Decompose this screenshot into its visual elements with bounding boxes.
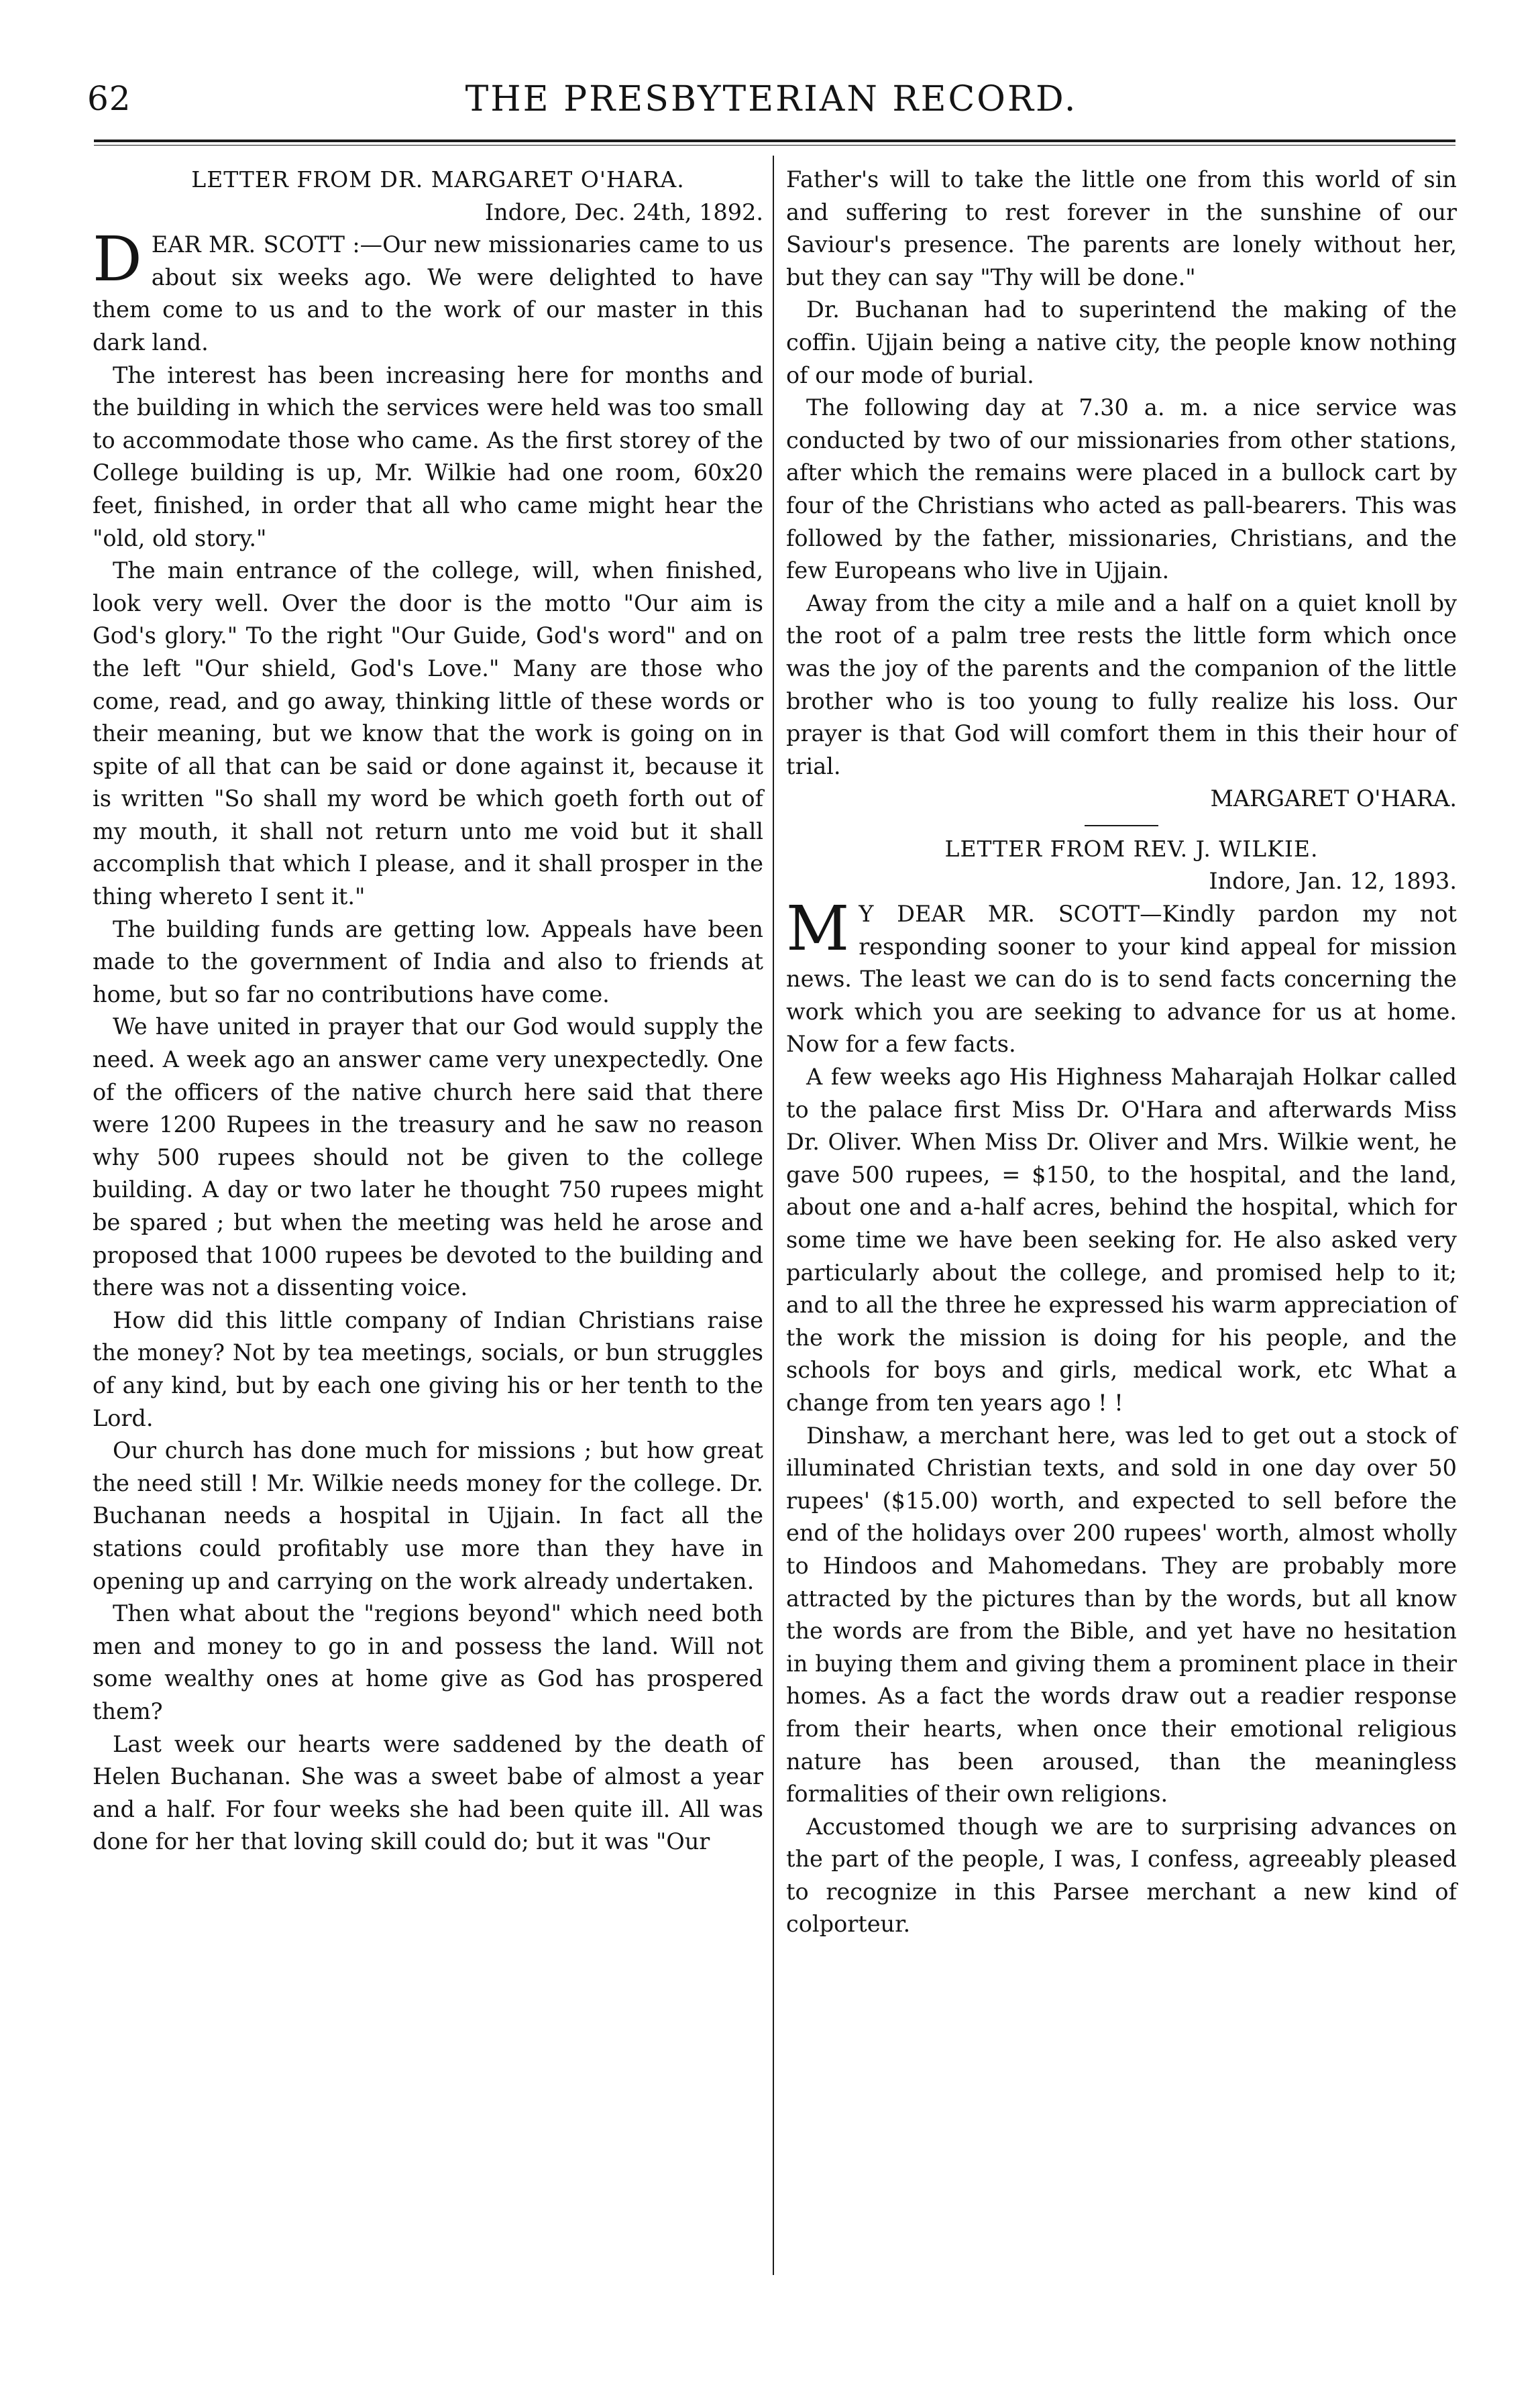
right-column [786, 164, 1457, 2256]
salutation-paragraph-ohara [93, 223, 764, 359]
paragraph: A few weeks ago His Highness Maharajah Holkar called to the palace first Miss Dr. O'Hara and afterwards Miss Dr. Oliver. When Miss Dr. Oliver and Mrs. Wilkie went, he gave 500 rupees, = $150, to the hospital, and the land, about one and a-half acres, behind the hospital, which for some time we have been seeking for. He also asked very particularly about the college, and promised help to it; and to all the three he expressed his warm appreciation of the work the mission is doing for his people, and the schools for boys and girls, medical work, etc What a change from ten years ago ! ! [786, 1064, 1457, 1416]
journal-title: THE PRESBYTERIAN RECORD. [465, 79, 1078, 119]
paragraph: We have united in prayer that our God would supply the need. A week ago an answer came very unexpectedly. One of the officers of the native church here said that there were 1200 Rupees in the treasury and he saw no reason why 500 rupees should not be given to the college building. A day or two later he thought 750 rupees might be spared ; but when the meeting was held he arose and proposed that 1000 rupees be devoted to the building and there was not a dissenting voice. [93, 1013, 763, 1301]
page-number: 62 [87, 79, 131, 118]
salutation-text: —Kindly pardon my not responding sooner to your kind appeal for mission news. The least we can do is to send facts concerning the work which you are seeking to advance for us at home. Now for a few facts. [786, 901, 1457, 1058]
salutation-text: :—Our new missionaries came to us about six weeks ago. We were delighted to have them come to us and to the work of our master in this dark land. [93, 231, 764, 355]
drop-cap-m: M [786, 893, 850, 965]
drop-cap-d: D [93, 223, 142, 296]
paragraph: Our church has done much for missions ; but how great the need still ! Mr. Wilkie needs money for the college. Dr. Buchanan needs a hospital in Ujjain. In fact all the stations could profitably use more than they have in opening up and carrying on the work already undertaken. [93, 1437, 763, 1594]
signature-ohara: MARGARET O'HARA. [1210, 785, 1457, 812]
paragraph: Dr. Buchanan had to superintend the making of the coffin. Ujjain being a native city, the people know nothing of our mode of burial. [786, 296, 1457, 388]
paragraph: Accustomed though we are to surprising advances on the part of the people, I was, I confess, agreeably pleased to recognize in this Parsee merchant a new kind of colporteur. [786, 1813, 1457, 1938]
article-heading-wilkie: LETTER FROM REV. J. WILKIE. [944, 835, 1319, 862]
paragraph: Last week our hearts were saddened by the death of Helen Buchanan. She was a sweet babe of almost a year and a half. For four weeks she had been quite ill. All was done for her that loving skill could do; but it was "Our [93, 1730, 763, 1855]
article-heading-ohara: LETTER FROM DR. MARGARET O'HARA. [191, 166, 685, 192]
continuation-paragraph: Father's will to take the little one from this world of sin and suffering to rest forever in the sunshine of our Saviour's presence. The parents are lonely without her, but they can say "Thy will be done." [786, 166, 1457, 290]
salutation-name: EAR MR. SCOTT [151, 231, 345, 258]
column-divider [773, 156, 774, 2275]
dateline-ohara: Indore, Dec. 24th, 1892. [484, 199, 763, 225]
left-column [93, 164, 763, 2256]
paragraph: The interest has been increasing here for months and the building in which the services were held was too small to accommodate those who came. As the first storey of the College building is up, Mr. Wilkie had one room, 60x20 feet, finished, in order that all who came might hear the "old, old story." [93, 362, 763, 551]
paragraph: Away from the city a mile and a half on a quiet knoll by the root of a palm tree rests the little form which once was the joy of the parents and the companion of the little brother who is too young to fully realize his loss. Our prayer is that God will comfort them in this their hour of trial. [786, 590, 1457, 779]
paragraph: The building funds are getting low. Appeals have been made to the government of India and also to friends at home, but so far no contributions have come. [93, 916, 763, 1007]
paragraph: Then what about the "regions beyond" which need both men and money to go in and possess the land. Will not some wealthy ones at home give as God has prospered them? [93, 1600, 763, 1724]
header-rule-thin [94, 145, 1455, 146]
dateline-wilkie: Indore, Jan. 12, 1893. [1209, 868, 1457, 895]
section-rule [1085, 825, 1158, 826]
salutation-name: Y DEAR MR. SCOTT [859, 901, 1140, 928]
paragraph: How did this little company of Indian Christians raise the money? Not by tea meetings, socials, or bun struggles of any kind, but by each one giving his or her tenth to the Lord. [93, 1307, 763, 1431]
paragraph: The following day at 7.30 a. m. a nice service was conducted by two of our missionaries from other stations, after which the remains were placed in a bullock cart by four of the Christians who acted as pall-bearers. This was followed by the father, missionaries, Christians, and the few Europeans who live in Ujjain. [786, 394, 1457, 584]
page-header [87, 79, 1455, 133]
salutation-paragraph-wilkie [786, 893, 1457, 1061]
paragraph: Dinshaw, a merchant here, was led to get out a stock of illuminated Christian texts, and sold in one day over 50 rupees' ($15.00) worth, and expected to sell before the end of the holidays over 200 rupees' worth, almost wholly to Hindoos and Mahomedans. They are probably more attracted by the pictures than by the words, but all know the words are from the Bible, and yet have no hesitation in buying them and giving them a prominent place in their homes. As a fact the words draw out a readier response from their hearts, when once their emotional religious nature has been aroused, than the meaningless formalities of their own religions. [786, 1422, 1457, 1808]
paragraph: The main entrance of the college, will, when finished, look very well. Over the door is the motto "Our aim is God's glory." To the right "Our Guide, God's word" and on the left "Our shield, God's Love." Many are those who come, read, and go away, thinking little of these words or their meaning, but we know that the work is going on in spite of all that can be said or done against it, because it is written "So shall my word be which goeth forth out of my mouth, it shall not return unto me void but it shall accomplish that which I please, and it shall prosper in the thing whereto I sent it." [93, 557, 763, 910]
header-rule [94, 140, 1455, 142]
